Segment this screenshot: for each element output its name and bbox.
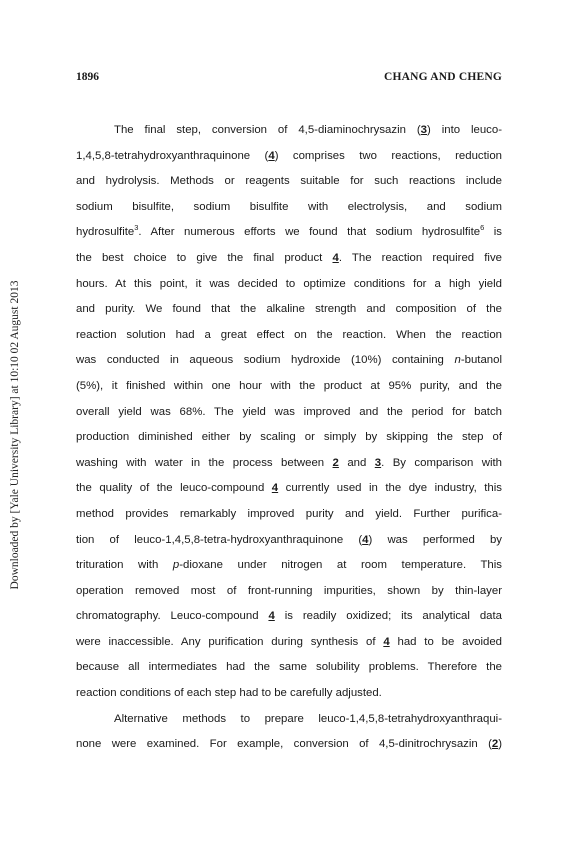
citation-ref: 3	[134, 222, 139, 232]
text-line: (5%), it finished within one hour with the product at 95% purity, and the	[76, 379, 502, 392]
compound-ref: 4	[271, 482, 279, 495]
text-line: the quality of the leuco-compound 4 currently used in the dye industry, this	[76, 482, 502, 495]
text-line: hydrosulfite$^3$. After numerous efforts we found that sodium hydrosulfite$^6$ is	[76, 222, 502, 239]
article-body	[76, 118, 502, 758]
text-line: tion of leuco-1,4,5,8-tetra-hydroxyanthraquinone (4) was performed by	[76, 533, 502, 546]
text-line: because all intermediates had the same solubility problems. Therefore the	[76, 661, 502, 674]
text-line: chromatography. Leuco-compound 4 is readily oxidized; its analytical data	[76, 610, 502, 623]
running-head: CHANG AND CHENG	[383, 71, 502, 83]
text-line-paragraph-end: reaction conditions of each step had to be carefully adjusted.	[76, 687, 382, 700]
download-notice-text: Downloaded by [Yale University Library] at 10:10 02 August 2013	[9, 280, 21, 590]
text-line: The final step, conversion of 4,5-diaminochrysazin (3) into leuco-	[114, 124, 502, 136]
compound-ref: 3	[374, 456, 382, 469]
text-line: and hydrolysis. Methods or reagents suitable for such reactions include	[76, 175, 502, 188]
text-line: operation removed most of front-running impurities, shown by thin-layer	[76, 584, 502, 597]
text-line: method provides remarkably improved purity and yield. Further purifica-	[76, 507, 502, 520]
text-line: was conducted in aqueous sodium hydroxide (10%) containing n-butanol	[76, 354, 502, 367]
page-number: 1896	[76, 71, 99, 83]
text-line: the best choice to give the final product 4. The reaction required five	[76, 251, 502, 264]
text-line: and purity. We found that the alkaline strength and composition of the	[76, 303, 502, 316]
italic-prefix: p	[172, 559, 180, 572]
text-line: trituration with p-dioxane under nitrogen at room temperature. This	[76, 559, 502, 572]
compound-ref: 4	[268, 610, 275, 623]
compound-ref: 3	[420, 124, 427, 136]
text-line: production diminished either by scaling or simply by skipping the step of	[76, 431, 502, 444]
compound-ref: 4	[362, 533, 369, 546]
italic-prefix: n	[454, 354, 461, 367]
compound-ref: 2	[491, 738, 499, 751]
text-line: Alternative methods to prepare leuco-1,4,5,8-tetrahydroxyanthraqui-	[114, 712, 502, 725]
download-notice	[8, 200, 22, 670]
text-line: sodium bisulfite, sodium bisulfite with electrolysis, and sodium	[76, 200, 502, 213]
compound-ref: 4	[383, 635, 390, 648]
text-line: reaction solution had a great effect on the reaction. When the reaction	[76, 328, 502, 341]
compound-ref: 2	[332, 456, 339, 469]
text-line: were inaccessible. Any purification during synthesis of 4 had to be avoided	[76, 635, 502, 648]
page-header	[76, 71, 502, 87]
compound-ref: 4	[268, 149, 275, 162]
text-line: none were examined. For example, conversion of 4,5-dinitrochrysazin (2)	[76, 738, 502, 751]
compound-ref: 4	[332, 251, 339, 264]
text-line: 1,4,5,8-tetrahydroxyanthraquinone (4) comprises two reactions, reduction	[76, 149, 502, 162]
text-line: hours. At this point, it was decided to optimize conditions for a high yield	[76, 277, 502, 290]
text-line: overall yield was 68%. The yield was improved and the period for batch	[76, 405, 502, 418]
citation-ref: 6	[480, 222, 485, 232]
text-line: washing with water in the process between 2 and 3. By comparison with	[76, 456, 502, 469]
